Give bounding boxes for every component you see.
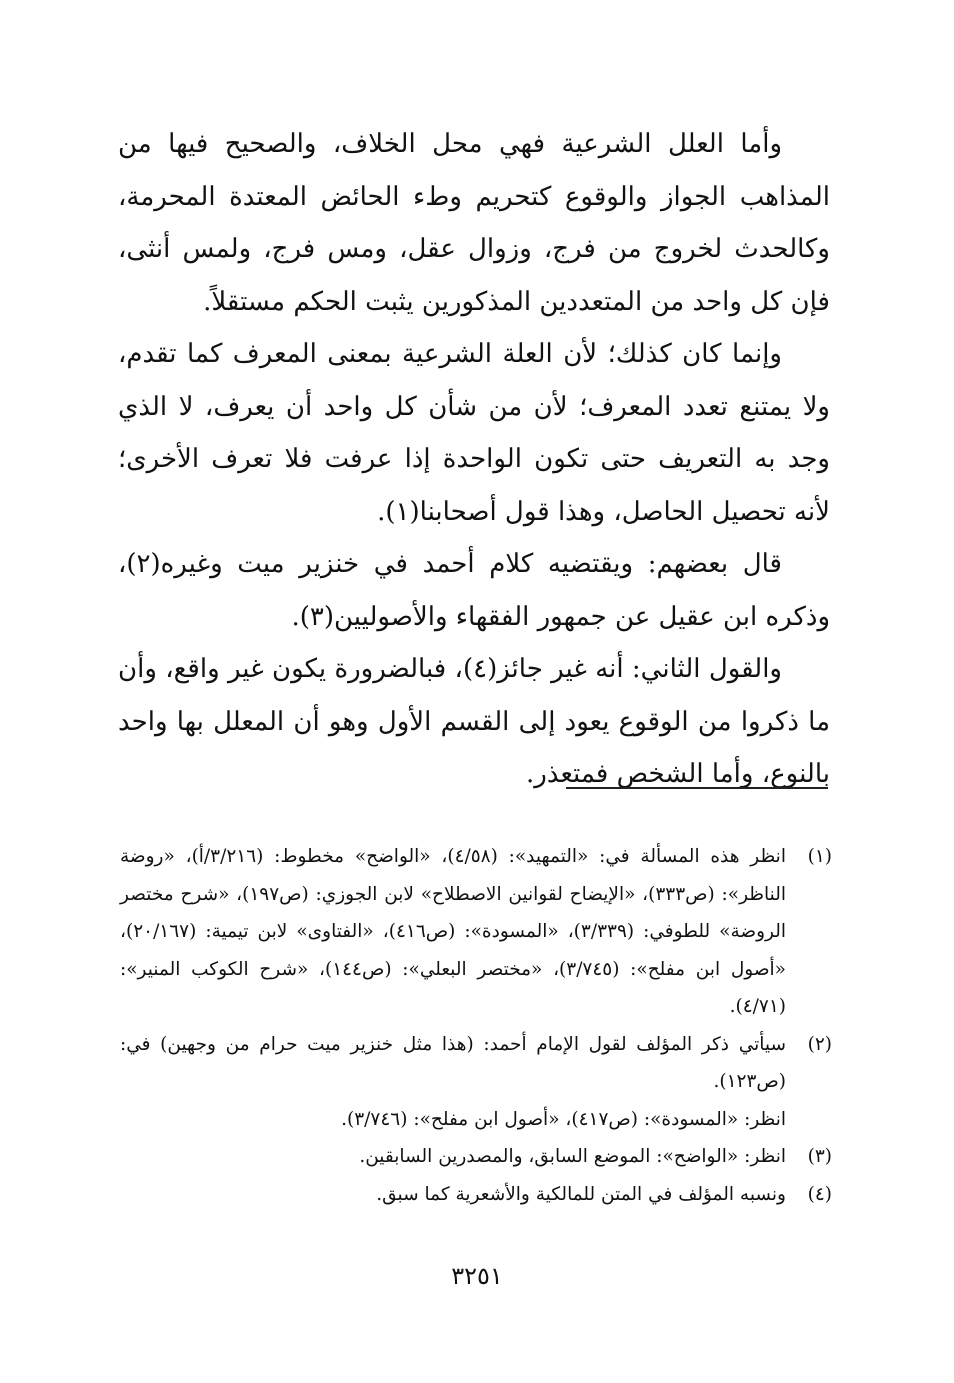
footnote-number: (٤) (807, 1183, 832, 1205)
footnote-number: (١) (807, 846, 832, 867)
footnote-text: انظر هذه المسألة في: «التمهيد»: (٤/٥٨)، «الواضح» مخطوط: (٣/٢١٦/أ)، «روضة الناظر»: (ص٣٣٣)، «الإيضاح لقوانين الاصطلاح» لابن الجوزي: (ص١٩٧)، «شرح مختصر الروضة» للطوفي: (٣/٣٣٩)، «المسودة»: (ص٤١٦)، «الفتاوى» لابن تيمية: (٢٠/١٦٧)، «أصول ابن مفلح»: (٣/٧٤٥)، «مختصر البعلي»: (ص١٤٤)، «شرح الكوكب المنير»: (٤/٧١). (120, 846, 786, 1017)
footnote-3 (120, 1138, 832, 1176)
footnote-text: سيأتي ذكر المؤلف لقول الإمام أحمد: (هذا مثل خنزير ميت حرام من وجهين) في: (ص١٢٣). (120, 1033, 786, 1092)
paragraph-3: قال بعضهم: ويقتضيه كلام أحمد في خنزير ميت وغيره(٢)، وذكره ابن عقيل عن جمهور الفقهاء والأصوليين(٣). (118, 549, 830, 632)
paragraph-1: وأما العلل الشرعية فهي محل الخلاف، والصحيح فيها من المذاهب الجواز والوقوع كتحريم وطء الحائض المعتدة المحرمة، وكالحدث لخروج من فرج، وزوال عقل، ومس فرج، ولمس أنثى، فإن كل واحد من المتعددين المذكورين يثبت الحكم مستقلاً. (118, 129, 830, 317)
footnote-text: انظر: «الواضح»: الموضع السابق، والمصدرين السابقين. (359, 1146, 786, 1167)
paragraph-2: وإنما كان كذلك؛ لأن العلة الشرعية بمعنى المعرف كما تقدم، ولا يمتنع تعدد المعرف؛ لأن من شأن كل واحد أن يعرف، لا الذي وجد به التعريف حتى تكون الواحدة إذا عرفت فلا تعرف الأخرى؛ لأنه تحصيل الحاصل، وهذا قول أصحابنا(١). (118, 339, 830, 527)
footnote-number: (٣) (807, 1146, 832, 1167)
paragraph-4: والقول الثاني: أنه غير جائز(٤)، فبالضرورة يكون غير واقع، وأن ما ذكروا من الوقوع يعود إلى القسم الأول وهو أن المعلل بها واحد بالنوع، وأما الشخص فمتعذر. (118, 654, 830, 789)
main-text (118, 118, 830, 801)
footnote-2-extra: انظر: «المسودة»: (ص٤١٧)، «أصول ابن مفلح»: (٣/٧٤٦). (341, 1108, 786, 1130)
footnote-text: ونسبه المؤلف في المتن للمالكية والأشعرية كما سبق. (376, 1183, 786, 1205)
footnote-divider (566, 787, 828, 789)
footnote-1 (120, 838, 832, 1026)
page-number: ٣٢٥١ (451, 1262, 503, 1290)
footnote-4 (120, 1176, 832, 1214)
footnote-number: (٢) (807, 1033, 832, 1055)
footnotes (120, 838, 832, 1213)
footnote-2 (120, 1026, 832, 1101)
